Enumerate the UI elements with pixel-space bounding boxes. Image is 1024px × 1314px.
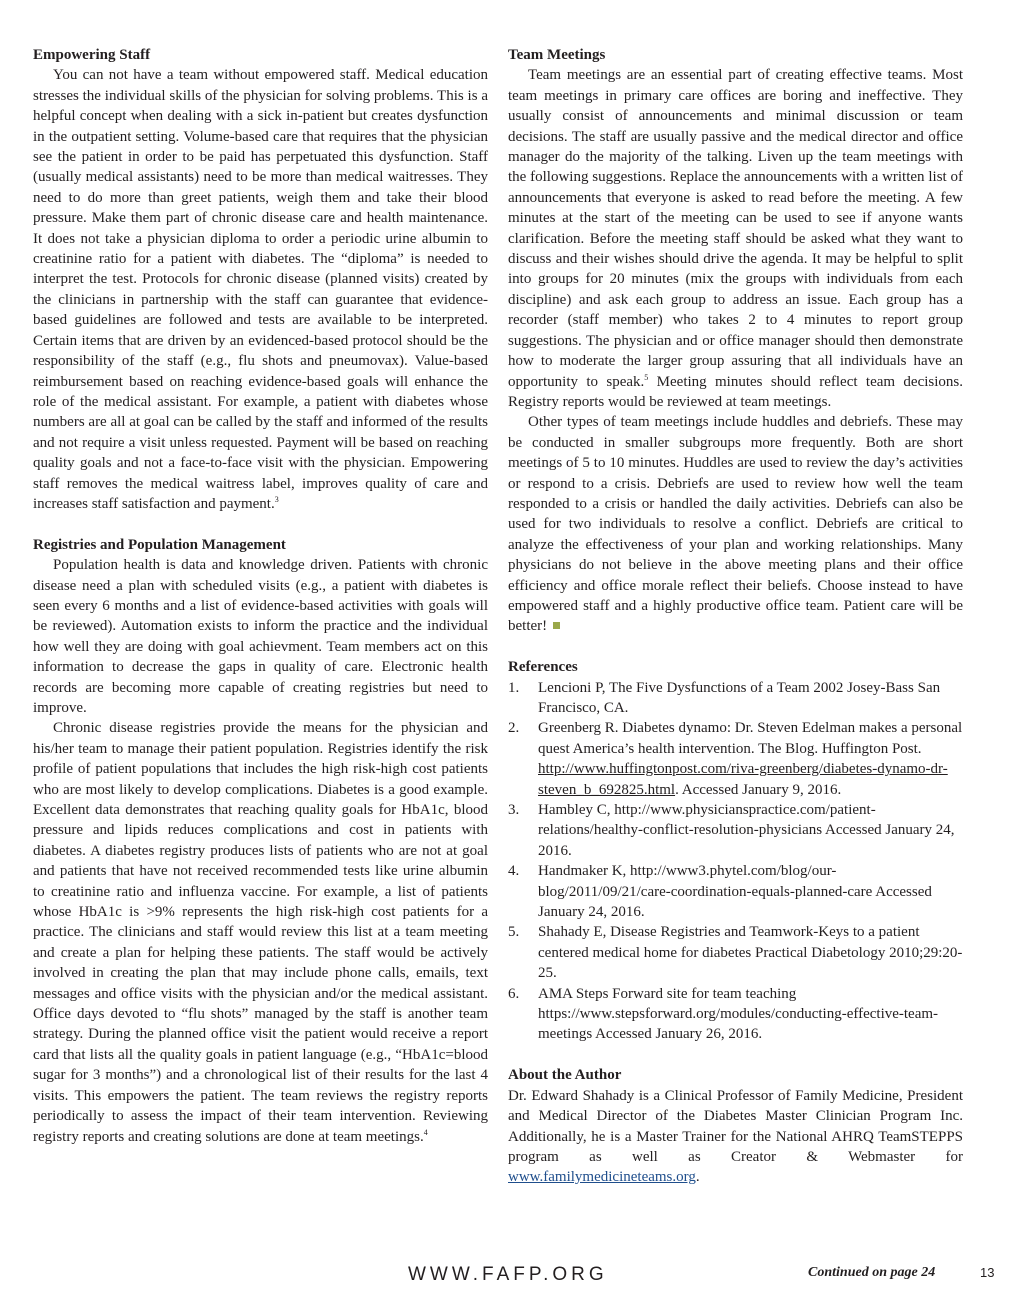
empowering-staff-paragraph: You can not have a team without empowered staff. Medical education stresses the individual skills of the physician for solving problems. This is a helpful concept when dealing with a sick in-patient but creates dysfunction in the outpatient setting. Volume-based care that requires that the physician see the patient in order to be paid has perpetuated this dysfunction. Staff (usually medical assistants) need to be more than medical waitresses. They need to do more than greet patients, weigh them and take their blood pressure. Make them part of chronic disease care and health maintenance. It does not take a physician diploma to order a periodic urine albumin to creatinine ratio for a patient with diabetes. The “diploma” is needed to interpret the test. Protocols for chronic disease (planned visits) created by the clinicians in partnership with the staff can guarantee that evidence-based guidelines are followed and tests are available to be interpreted. Certain items that are driven by an evidenced-based protocol should be the responsibility of the staff (e.g., flu shots and pneumovax). Value-based reimbursement based on reaching evidence-based goals will enhance the role of the medical assistant. For example, a patient with diabetes whose numbers are all at goal can be called by the staff and informed of the results and not require a visit unless requested. Payment will be based on reaching quality goals and not a face-to-face visit with the physician. Empowering staff removes the medical waitress label, improves quality of care and increases staff satisfaction and payment.$^3$	[33, 67, 488, 512]
team-meetings-paragraph-2: Other types of team meetings include huddles and debriefs. These may be conducted in smaller subgroups more frequently. Both are short meetings of 5 to 10 minutes. Huddles are used to review the day’s activities or respond to a crisis. Debriefs are used to review how well the team responded to a crisis or handled the daily activities. Debriefs can also be used for two individuals to resolve a conflict. Debriefs are critical to analyze the effectiveness of your plan and working relationships. Many physicians do not believe in the above meeting plans and their office efficiency and office morale reflect their beliefs. Choose instead to have empowered staff and a highly productive office team. Patient care will be better!	[508, 414, 963, 635]
reference-item-1: 1. Lencioni P, The Five Dysfunctions of a Team 2002 Josey-Bass San Francisco, CA.	[508, 679, 941, 716]
citation-3: 3	[274, 494, 279, 504]
right-column	[508, 45, 963, 1188]
footer-website: WWW.FAFP.ORG	[408, 1264, 608, 1285]
huffington-post-link[interactable]: http://www.huffingtonpost.com/riva-greenberg/diabetes-dynamo-dr-steven_b_692825.html	[538, 761, 948, 798]
about-author-paragraph: Dr. Edward Shahady is a Clinical Professor of Family Medicine, President and Medical Director of the Diabetes Master Clinician Program Inc. Additionally, he is a Master Trainer for the National AHRQ TeamSTEPPS program as well as Creator & Webmaster for www.familymedicineteams.org.	[508, 1087, 963, 1186]
reference-item-3: 3. Hambley C, http://www.physicianspractice.com/patient-relations/healthy-conflict-resolution-physicians Accessed January 24, 2016.	[508, 802, 955, 859]
registries-paragraph-1: Population health is data and knowledge driven. Patients with chronic disease need a plan with scheduled visits (e.g., a patient with diabetes is seen every 6 months and a list of evidence-based activities with goals will be reviewed). Automation exists to inform the practice and the individual how well they are doing with goal achievment. Team members act on this information to decrease the gaps in quality of care. Electronic health records are becoming more capable of creating registries but need to improve.	[33, 557, 488, 716]
citation-5: 5	[644, 372, 649, 382]
team-meetings-paragraph-1: Team meetings are an essential part of creating effective teams. Most team meetings in primary care offices are boring and ineffective. They usually consist of announcements and minimal discussion or team decisions. The staff are usually passive and the medical director and office manager do the majority of the talking. Liven up the team meetings with the following suggestions. Replace the announcements with a written list of announcements that everyone is asked to read before the meeting. A few minutes at the start of the meeting can be used to see if anyone wants clarification. Before the meeting staff should be asked what they want to discuss and their wishes should drive the agenda. It may be helpful to split into groups for 20 minutes (mix the groups with individuals from each discipline) and ask each group to address an issue. Each group has a recorder (staff member) who takes 2 to 4 minutes to report group suggestions. The physician and or office manager should then demonstrate how to moderate the larger group assuring that all individuals have an opportunity to speak.$^5$ Meeting minutes should reflect team decisions. Registry reports would be reviewed at team meetings.	[508, 67, 963, 410]
citation-4: 4	[423, 1127, 428, 1137]
continued-on-page: Continued on page 24	[808, 1265, 936, 1280]
registries-heading: Registries and Population Management	[33, 536, 286, 553]
registries-paragraph-2: Chronic disease registries provide the means for the physician and his/her team to manage their patient population. Registries identify the risk profile of patient populations that includes the high risk-high cost patients who are most likely to develop complications. Diabetes is a good example. Excellent data demonstrates that reaching quality goals for HbA1c, blood pressure and lipids reduces complications and cost in patients with diabetes. A diabetes registry produces lists of patients who are not at goal and patients that have not received recommended tests like urine albumin to creatinine ratio and influenza vaccine. For example, a list of patients whose HbA1c is >9% represents the high risk-high cost patients for a practice. The clinicians and staff would review this list at a team meeting and create a plan for helping these patients. The staff would be actively involved in creating the plan that may include phone calls, emails, text messages and office visits with the physician and/or the medical assistant. Office days devoted to “flu shots” managed by the staff is another team strategy. During the planned office visit the patient would receive a report card that lists all the quality goals in patient language (e.g., “HbA1c=blood sugar for 3 months”) and a chronological list of their results for the last 4 visits. This empowers the patient. The team reviews the registry reports periodically to assess the impact of their team intervention. Reviewing registry reports and creating solutions are done at team meetings.$^4$	[33, 720, 488, 1145]
references-heading: References	[508, 659, 578, 676]
left-column	[33, 45, 488, 1147]
empowering-staff-heading: Empowering Staff	[33, 47, 151, 63]
reference-item-5: 5. Shahady E, Disease Registries and Teamwork-Keys to a patient centered medical home for diabetes Practical Diabetology 2010;29:20-25.	[508, 924, 963, 982]
reference-item-6: 6. AMA Steps Forward site for team teaching https://www.stepsforward.org/modules/conducting-effective-team-meetings Accessed January 26, 2016.	[508, 985, 939, 1043]
reference-item-4: 4. Handmaker K, http://www3.phytel.com/blog/our-blog/2011/09/21/care-coordination-equals-planned-care Accessed January 24, 2016.	[508, 863, 932, 921]
team-meetings-heading: Team Meetings	[508, 47, 606, 63]
reference-item-2: 2. Greenberg R. Diabetes dynamo: Dr. Steven Edelman makes a personal quest America’s health intervention. The Blog. Huffington Post. http://www.huffingtonpost.com/riva-greenberg/diabetes-dynamo-dr-steven_b_692825.html. Accessed January 9, 2016.	[508, 720, 963, 798]
end-of-article-square-icon	[553, 622, 560, 629]
references-list	[508, 678, 963, 1045]
page-number: 13	[980, 1265, 995, 1280]
about-author-heading: About the Author	[508, 1067, 622, 1084]
family-medicine-teams-link[interactable]: www.familymedicineteams.org	[508, 1169, 696, 1186]
